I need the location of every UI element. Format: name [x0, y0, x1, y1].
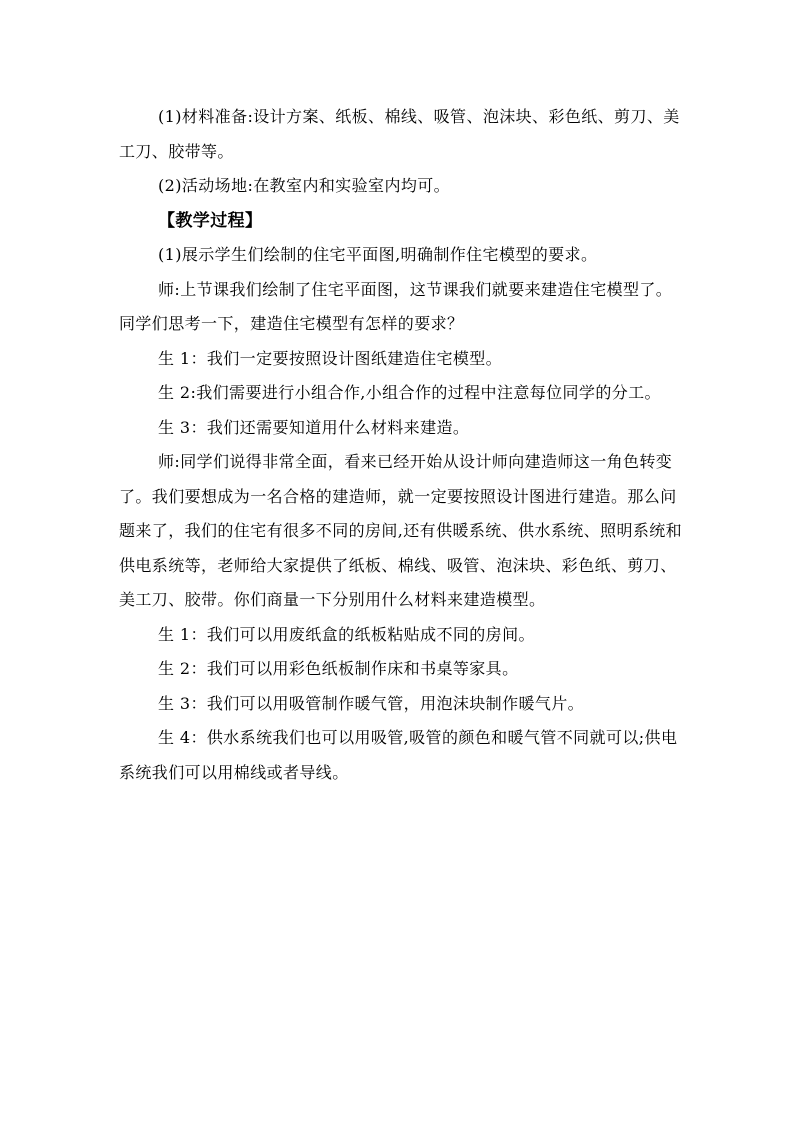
paragraph-student-1b: 生 1：我们可以用废纸盒的纸板粘贴成不同的房间。: [158, 624, 535, 644]
paragraph-student-2: 生 2:我们需要进行小组合作,小组合作的过程中注意每位同学的分工。: [158, 383, 661, 402]
paragraph-step-1: (1)展示学生们绘制的住宅平面图,明确制作住宅模型的要求。: [158, 245, 598, 264]
paragraph-student-3b: 生 3：我们可以用吸管制作暖气管，用泡沫块制作暖气片。: [158, 693, 585, 713]
document-body: [119, 100, 684, 790]
paragraph-teacher-2: 师:同学们说得非常全面，看来已经开始从设计师向建造师这一角色转变了。我们要想成为一名合格的建造师，就一定要按照设计图进行建造。那么问题来了，我们的住宅有很多不同的房间,还有供暖系统、供水系统、照明系统和供电系统等，老师给大家提供了纸板、棉线、吸管、泡沫块、彩色纸、剪刀、美工刀、胶带。你们商量一下分别用什么材料来建造模型。: [119, 452, 683, 609]
paragraph-student-3: 生 3：我们还需要知道用什么材料来建造。: [158, 417, 470, 437]
paragraph-materials: (1)材料准备:设计方案、纸板、棉线、吸管、泡沫块、彩色纸、剪刀、美工刀、胶带等。: [119, 107, 680, 161]
paragraph-venue: (2)活动场地:在教室内和实验室内均可。: [158, 176, 451, 195]
paragraph-student-2b: 生 2：我们可以用彩色纸板制作床和书桌等家具。: [158, 659, 519, 678]
paragraph-student-1: 生 1：我们一定要按照设计图纸建造住宅模型。: [158, 348, 503, 368]
paragraph-teacher-1: 师:上节课我们绘制了住宅平面图，这节课我们就要来建造住宅模型了。同学们思考一下，建造住宅模型有怎样的要求？: [119, 279, 673, 333]
section-heading-teaching-process: 【教学过程】: [158, 210, 263, 231]
paragraph-student-4: 生 4：供水系统我们也可以用吸管,吸管的颜色和暖气管不同就可以;供电系统我们可以用棉线或者导线。: [119, 728, 678, 782]
